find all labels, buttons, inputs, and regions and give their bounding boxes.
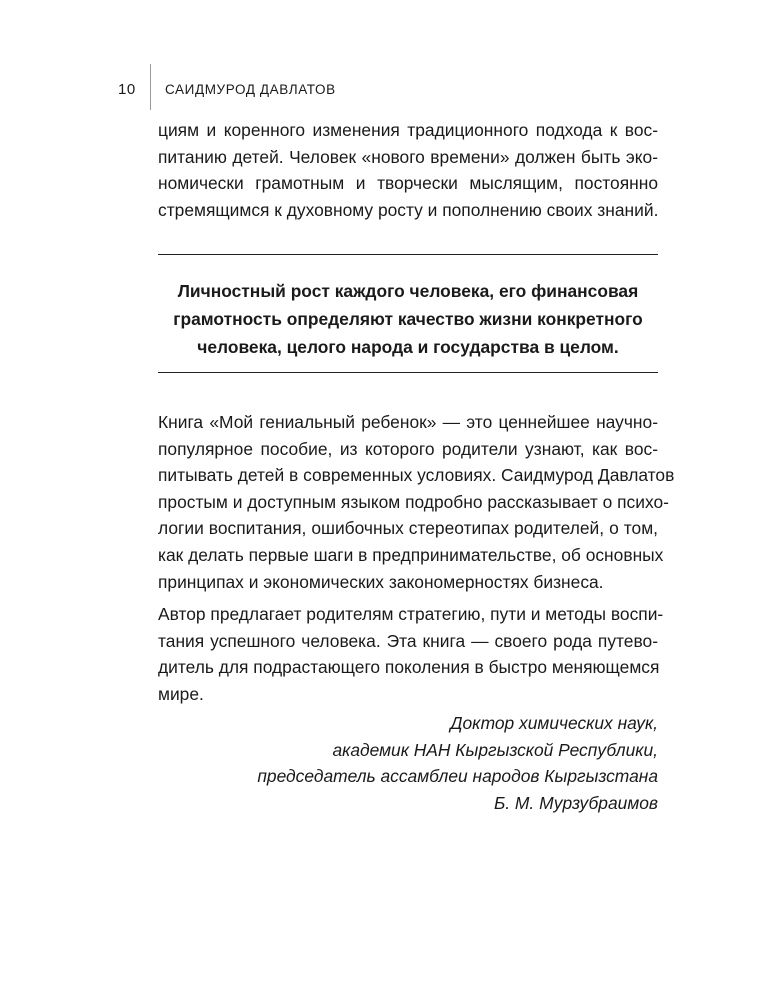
paragraph-line: питывать детей в современных условиях. Саидмурод Давлатов [158, 465, 675, 486]
author-strategy-paragraph [158, 601, 664, 707]
intro-line: циям и коренного изменения традиционного подхода к вос- [158, 120, 658, 140]
intro-paragraph [158, 117, 658, 223]
pull-quote-line: Личностный рост каждого человека, его финансовая [177, 281, 639, 301]
paragraph-line: дитель для подрастающего поколения в быстро меняющемся [158, 657, 660, 678]
signature-line: академик НАН Кыргызской Республики, [332, 739, 658, 760]
intro-line: номически грамотным и творчески мыслящим, постоянно [158, 173, 658, 194]
page-number: 10 [118, 80, 136, 98]
intro-line: стремящимся к духовному росту и пополнению своих знаний. [158, 199, 659, 220]
intro-line: питанию детей. Человек «нового времени» должен быть эко- [158, 146, 658, 167]
pull-quote-line: человека, целого народа и государства в целом. [197, 337, 619, 357]
paragraph-line: популярное пособие, из которого родители узнают, как вос- [158, 438, 658, 459]
pull-quote [158, 277, 658, 361]
reviewer-signature [257, 710, 658, 816]
paragraph-line: простым и доступным языком подробно рассказывает о психо- [158, 491, 669, 512]
paragraph-line: как делать первые шаги в предпринимательстве, об основных [158, 544, 664, 565]
quote-top-rule [158, 254, 658, 255]
running-head-author: САИДМУРОД ДАВЛАТОВ [165, 81, 336, 97]
signature-line: председатель ассамблеи народов Кыргызстана [257, 766, 658, 787]
book-description-paragraph [158, 409, 675, 595]
paragraph-line: мире. [158, 683, 204, 704]
header-divider [150, 64, 151, 110]
paragraph-line: логии воспитания, ошибочных стереотипах родителей, о том, [158, 518, 658, 539]
pull-quote-line: грамотность определяют качество жизни конкретного [173, 309, 643, 329]
paragraph-line: тания успешного человека. Эта книга — своего рода путево- [158, 630, 658, 651]
paragraph-line: Книга «Мой гениальный ребенок» — это ценнейшее научно- [158, 412, 658, 432]
page-header [118, 76, 336, 102]
paragraph-line: Автор предлагает родителям стратегию, пути и методы воспи- [158, 604, 664, 624]
paragraph-line: принципах и экономических закономерностях бизнеса. [158, 571, 604, 592]
quote-bottom-rule [158, 372, 658, 373]
signature-name: Б. М. Мурзубраимов [493, 792, 658, 813]
signature-line: Доктор химических наук, [450, 713, 658, 733]
